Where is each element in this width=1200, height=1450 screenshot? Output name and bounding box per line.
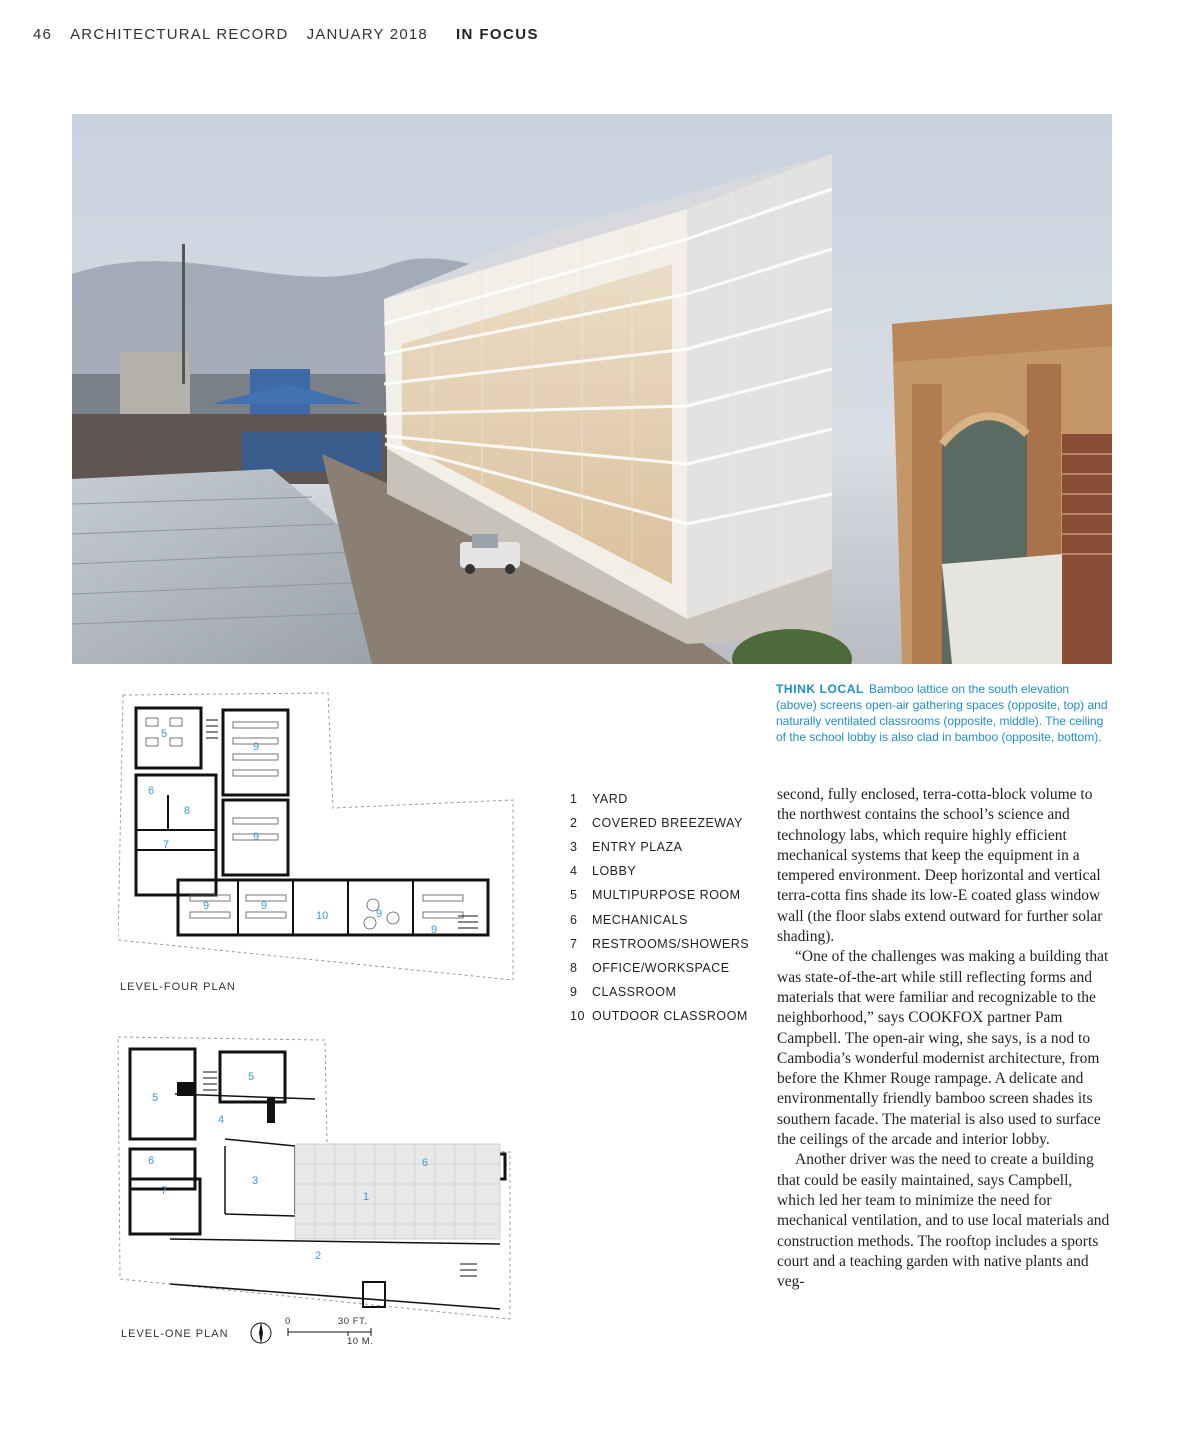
legend-number: 5 [570, 888, 578, 903]
legend-label: ENTRY PLAZA [592, 840, 683, 855]
photo-illustration [72, 114, 1112, 664]
legend-label: OUTDOOR CLASSROOM [592, 1008, 748, 1023]
room-number: 9 [376, 908, 383, 920]
room-number: 4 [218, 1114, 225, 1126]
legend-label: RESTROOMS/SHOWERS [592, 936, 750, 951]
legend-number: 1 [570, 792, 578, 807]
level-four-plan [118, 690, 518, 980]
page-number: 46 [33, 26, 53, 43]
level-four-plan-drawing [118, 690, 518, 980]
legend-item [566, 1004, 766, 1028]
legend-number: 6 [570, 912, 578, 927]
room-number: 8 [184, 805, 191, 817]
room-number: 9 [261, 900, 268, 912]
caption-lead: THINK LOCAL [776, 682, 864, 696]
level-four-plan-label: LEVEL-FOUR PLAN [120, 981, 236, 993]
legend-label: CLASSROOM [592, 984, 677, 999]
room-number: 5 [161, 728, 168, 740]
room-number: 5 [248, 1071, 255, 1083]
ornate-neighbor-building [892, 304, 1112, 664]
room-number: 9 [203, 900, 210, 912]
section-name: IN FOCUS [455, 26, 539, 43]
legend-label: COVERED BREEZEWAY [592, 816, 743, 831]
legend-label: MECHANICALS [592, 912, 688, 927]
legend-number: 7 [570, 936, 578, 951]
legend-label: YARD [592, 792, 628, 807]
photo-caption [776, 681, 1112, 745]
room-number: 2 [315, 1250, 322, 1262]
legend-item [566, 787, 766, 811]
scale-feet: 30 FT. [338, 1316, 368, 1327]
article-body [777, 785, 1113, 1292]
scale-meters: 10 M. [347, 1336, 374, 1347]
legend-number: 9 [570, 984, 578, 999]
room-number: 5 [152, 1092, 159, 1104]
plan-legend [566, 787, 766, 1028]
level-one-plan-label: LEVEL-ONE PLAN [121, 1328, 229, 1340]
body-paragraph: second, fully enclosed, terra-cotta-block volume to the northwest contains the school’s science and technology labs, which require highly efficient mechanical systems that keep the equipment in a tempered environment. Deep horizontal and vertical terra-cotta fins shade its low-E coated glass window wall (the floor slabs extend outward for further solar shading). [777, 786, 1103, 946]
room-number: 9 [253, 831, 260, 843]
legend-item [566, 932, 766, 956]
legend-number: 3 [570, 840, 578, 855]
publication-name: ARCHITECTURAL RECORD [70, 26, 289, 43]
room-number: 6 [148, 1155, 155, 1167]
legend-item [566, 980, 766, 1004]
building-photo [72, 114, 1112, 664]
caption-text: Bamboo lattice on the south elevation (above) screens open-air gathering spaces (opposite, top) and naturally ventilated classrooms (opposite, middle). The ceiling of the school lobby is also clad in bamboo (opposite, bottom). [776, 682, 1108, 744]
scale-zero: 0 [285, 1316, 291, 1327]
legend-item [566, 883, 766, 907]
room-number: 1 [363, 1191, 370, 1203]
level-one-plan-drawing [115, 1034, 515, 1324]
legend-item [566, 907, 766, 931]
level-one-plan [115, 1034, 515, 1324]
room-number: 7 [163, 839, 170, 851]
legend-item [566, 811, 766, 835]
legend-label: LOBBY [592, 864, 637, 879]
legend-number: 8 [570, 960, 578, 975]
room-number: 7 [161, 1185, 168, 1197]
room-number: 10 [316, 910, 329, 922]
room-number: 6 [148, 785, 155, 797]
scale-bar [248, 1318, 378, 1353]
running-header [33, 26, 557, 43]
legend-label: OFFICE/WORKSPACE [592, 960, 730, 975]
legend-item [566, 956, 766, 980]
body-paragraph: “One of the challenges was making a building that was state-of-the-art while still reflecting forms and materials that were familiar and recognizable to the neighborhood,” says COOKFOX partner Pam Campbell. The open-air wing, she says, is a nod to Cambodia’s wonderful modernist architecture, from before the Khmer Rouge rampage. A delicate and environmentally friendly bamboo screen shades its southern facade. The material is also used to surface the ceilings of the arcade and interior lobby. [777, 948, 1109, 1149]
issue-date: JANUARY 2018 [306, 26, 428, 43]
legend-number: 2 [570, 816, 578, 831]
room-number: 6 [422, 1157, 429, 1169]
legend-label: MULTIPURPOSE ROOM [592, 888, 741, 903]
room-number: 9 [431, 924, 438, 936]
legend-item [566, 835, 766, 859]
legend-number: 10 [570, 1008, 585, 1023]
room-number: 3 [252, 1175, 259, 1187]
body-paragraph: Another driver was the need to create a building that could be easily maintained, says Campbell, which led her team to minimize the need for mechanical ventilation, and to use local materials and construction methods. The rooftop includes a sports court and a teaching garden with native plants and veg- [777, 1151, 1110, 1291]
legend-number: 4 [570, 864, 578, 879]
room-number: 9 [253, 741, 260, 753]
legend-item [566, 859, 766, 883]
